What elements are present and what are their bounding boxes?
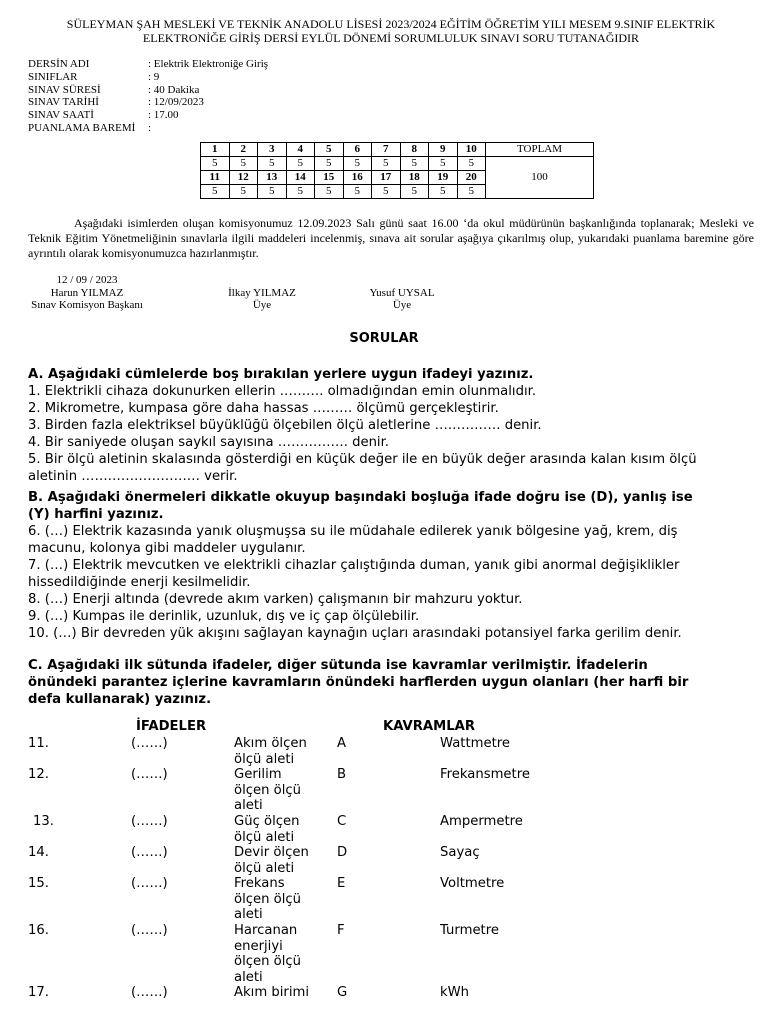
question-number: 7 <box>372 143 401 157</box>
signature-name: Yusuf UYSAL <box>369 286 435 299</box>
question-points: 5 <box>372 185 401 199</box>
statement: Güç ölçen ölçü aleti <box>234 814 300 845</box>
section-a <box>28 366 748 485</box>
question-points: 5 <box>343 157 372 171</box>
question-6-line-2: macunu, kolonya gibi maddeler uygulanır. <box>28 541 306 556</box>
question-number: 19 <box>429 171 458 185</box>
concept-letter: A <box>337 736 347 751</box>
question-points: 5 <box>315 185 344 199</box>
signature-name: İlkay YILMAZ <box>228 286 296 299</box>
question-number: 3 <box>258 143 287 157</box>
statement: Gerilim ölçen ölçü aleti <box>234 767 301 813</box>
question-number: 11 <box>201 171 230 185</box>
question-number: 14 <box>286 171 315 185</box>
concept-letter: E <box>337 876 346 891</box>
question-points: 5 <box>429 185 458 199</box>
info-value: : 17.00 <box>148 109 179 122</box>
question-7-line-1: 7. (…) Elektrik mevcutken ve elektrikli cihazlar çalıştığında duman, yanık gibi anormal değişiklikler <box>28 558 680 573</box>
answer-blank: (……) <box>131 923 168 938</box>
question-points: 5 <box>229 185 258 199</box>
section-b-heading-line-2: (Y) harfini yazınız. <box>28 507 164 522</box>
section-c <box>28 657 748 708</box>
signature-chair <box>28 274 146 312</box>
questions-title: SORULAR <box>349 331 419 346</box>
commission-paragraph: Aşağıdaki isimlerden oluşan komisyonumuz 12.09.2023 Salı günü saat 16.00 ‘da okul müdürünün başkanlığında toplanarak; Mesleki ve Teknik Eğitim Yönetmeliğinin sınavlarla ilgili maddeleri incelenmiş, sınava ait sorular aşağıya çıkarılmış olup, yukarıdaki puanlama baremine göre ayrıntılı olarak komisyonumuzca hazırlanmıştır. <box>28 216 754 260</box>
question-9: 9. (…) Kumpas ile derinlik, uzunluk, dış ve iç çap ölçülebilir. <box>28 609 420 624</box>
answer-blank: (……) <box>131 767 168 782</box>
row-number: 17. <box>28 985 49 1000</box>
question-number: 4 <box>286 143 315 157</box>
answer-blank: (……) <box>131 736 168 751</box>
answer-blank: (……) <box>131 876 168 891</box>
info-row-course <box>28 58 268 71</box>
question-number: 18 <box>400 171 429 185</box>
info-value: : Elektrik Elektroniğe Giriş <box>148 58 269 70</box>
question-number: 8 <box>400 143 429 157</box>
signature-role: Üye <box>252 299 272 311</box>
answer-blank: (……) <box>131 985 168 1000</box>
question-number: 1 <box>201 143 230 157</box>
question-1: 1. Elektrikli cihaza dokunurken ellerin ………. olmadığından emin olunmalıdır. <box>28 384 537 399</box>
question-points: 5 <box>457 157 486 171</box>
concept: Ampermetre <box>440 814 523 829</box>
section-c-heading-line-1: C. Aşağıdaki ilk sütunda ifadeler, diğer sütunda ise kavramlar verilmiştir. İfadelerin <box>28 658 648 673</box>
concept-letter: G <box>337 985 348 1000</box>
question-points: 5 <box>201 157 230 171</box>
question-number: 5 <box>315 143 344 157</box>
score-row-numbers-1 <box>201 143 594 157</box>
signature-member-1 <box>212 287 312 312</box>
concept: Voltmetre <box>440 876 505 891</box>
row-number: 12. <box>28 767 49 782</box>
section-b <box>28 489 748 642</box>
info-label: SINIFLAR <box>28 70 78 83</box>
question-10: 10. (…) Bir devreden yük akışını sağlayan kaynağın uçları arasındaki potansiyel farka gerilim denir. <box>28 626 682 641</box>
question-number: 15 <box>315 171 344 185</box>
question-6-line-1: 6. (…) Elektrik kazasında yanık oluşmuşsa su ile müdahale edilerek yanık bölgesine yağ, krem, diş <box>28 524 678 539</box>
concept: Wattmetre <box>440 736 510 751</box>
section-c-heading-line-3: defa kullanarak) yazınız. <box>28 692 212 707</box>
statement: Harcanan enerjiyi ölçen ölçü aleti <box>234 923 301 985</box>
question-points: 5 <box>258 185 287 199</box>
question-number: 10 <box>457 143 486 157</box>
signature-name: Harun YILMAZ <box>50 286 124 299</box>
signature-member-2 <box>352 287 452 312</box>
concept: Frekansmetre <box>440 767 530 782</box>
info-row-time <box>28 109 268 122</box>
question-points: 5 <box>286 157 315 171</box>
concept: Turmetre <box>440 923 499 938</box>
info-label: PUANLAMA BAREMİ <box>28 121 136 134</box>
concept: Sayaç <box>440 845 480 860</box>
concept: kWh <box>440 985 470 1000</box>
question-points: 5 <box>201 185 230 199</box>
info-value: : 12/09/2023 <box>148 96 204 109</box>
section-b-heading-line-1: B. Aşağıdaki önermeleri dikkatle okuyup başındaki boşluğa ifade doğru ise (D), yanlış ise <box>28 490 693 505</box>
concept-letter: B <box>337 767 347 782</box>
concept-letter: F <box>337 923 345 938</box>
question-points: 5 <box>229 157 258 171</box>
info-row-duration <box>28 84 268 97</box>
question-number: 9 <box>429 143 458 157</box>
question-points: 5 <box>258 157 287 171</box>
row-number: 16. <box>28 923 49 938</box>
section-a-heading: A. Aşağıdaki cümlelerde boş bırakılan yerlere uygun ifadeyi yazınız. <box>28 367 534 382</box>
question-number: 6 <box>343 143 372 157</box>
info-label: SINAV TARİHİ <box>28 96 99 109</box>
row-number: 11. <box>28 736 49 751</box>
column-header-kavramlar: KAVRAMLAR <box>383 719 475 734</box>
answer-blank: (……) <box>131 814 168 829</box>
question-points: 5 <box>286 185 315 199</box>
title-line-2: ELEKTRONİĞE GİRİŞ DERSİ EYLÜL DÖNEMİ SORUMLULUK SINAVI SORU TUTANAĞIDIR <box>142 31 640 45</box>
statement: Frekans ölçen ölçü aleti <box>234 876 301 922</box>
column-header-ifadeler: İFADELER <box>136 719 207 734</box>
statement: Akım birimi <box>234 985 309 1000</box>
document-title <box>28 17 754 45</box>
question-4: 4. Bir saniyede oluşan saykıl sayısına ……………. denir. <box>28 435 389 450</box>
question-number: 13 <box>258 171 287 185</box>
question-number: 2 <box>229 143 258 157</box>
signature-date: 12 / 09 / 2023 <box>56 274 118 286</box>
info-value: : 9 <box>148 70 160 83</box>
info-value: : <box>148 121 152 134</box>
question-points: 5 <box>343 185 372 199</box>
question-number: 20 <box>457 171 486 185</box>
info-value: : 40 Dakika <box>148 83 200 96</box>
question-2: 2. Mikrometre, kumpasa göre daha hassas ……… ölçümü gerçekleştirir. <box>28 401 499 416</box>
question-points: 5 <box>429 157 458 171</box>
score-table <box>200 142 594 199</box>
question-number: 17 <box>372 171 401 185</box>
total-label: TOPLAM <box>486 143 594 157</box>
info-row-classes <box>28 71 268 84</box>
question-points: 5 <box>372 157 401 171</box>
row-number: 15. <box>28 876 49 891</box>
title-line-1: SÜLEYMAN ŞAH MESLEKİ VE TEKNİK ANADOLU LİSESİ 2023/2024 EĞİTİM ÖĞRETİM YILI MESEM 9.SINIF ELEKTRİK <box>66 17 716 31</box>
signature-role: Sınav Komisyon Başkanı <box>31 299 143 311</box>
exam-info <box>28 58 268 135</box>
question-number: 12 <box>229 171 258 185</box>
info-label: DERSİN ADI <box>28 58 90 70</box>
answer-blank: (……) <box>131 845 168 860</box>
question-number: 16 <box>343 171 372 185</box>
concept-letter: D <box>337 845 348 860</box>
signature-role: Üye <box>392 299 412 311</box>
score-row-points-1 <box>201 157 594 171</box>
info-row-date <box>28 96 268 109</box>
info-label: SINAV SAATİ <box>28 109 94 122</box>
row-number: 14. <box>28 845 49 860</box>
question-7-line-2: hissedildiğinde enerji kesilmelidir. <box>28 575 251 590</box>
total-value: 100 <box>486 157 594 199</box>
question-points: 5 <box>400 185 429 199</box>
section-c-heading-line-2: önündeki parantez içlerine kavramların önündeki harflerden uygun olanları (her harfi bir <box>28 675 689 690</box>
question-5-line-1: 5. Bir ölçü aletinin skalasında gösterdiği en küçük değer ile en büyük değer arasında kalan kısım ölçü <box>28 452 697 467</box>
statement: Akım ölçen ölçü aleti <box>234 736 307 767</box>
question-points: 5 <box>457 185 486 199</box>
question-points: 5 <box>315 157 344 171</box>
info-row-grading <box>28 122 268 135</box>
question-5-line-2: aletinin ……………………… verir. <box>28 469 238 484</box>
question-3: 3. Birden fazla elektriksel büyüklüğü ölçebilen ölçü aletlerine …………… denir. <box>28 418 542 433</box>
concept-letter: C <box>337 814 347 829</box>
question-points: 5 <box>400 157 429 171</box>
row-number: 13. <box>33 814 54 829</box>
statement: Devir ölçen ölçü aleti <box>234 845 309 876</box>
question-8: 8. (…) Enerji altında (devrede akım varken) çalışmanın bir mahzuru yoktur. <box>28 592 523 607</box>
info-label: SINAV SÜRESİ <box>28 83 101 96</box>
